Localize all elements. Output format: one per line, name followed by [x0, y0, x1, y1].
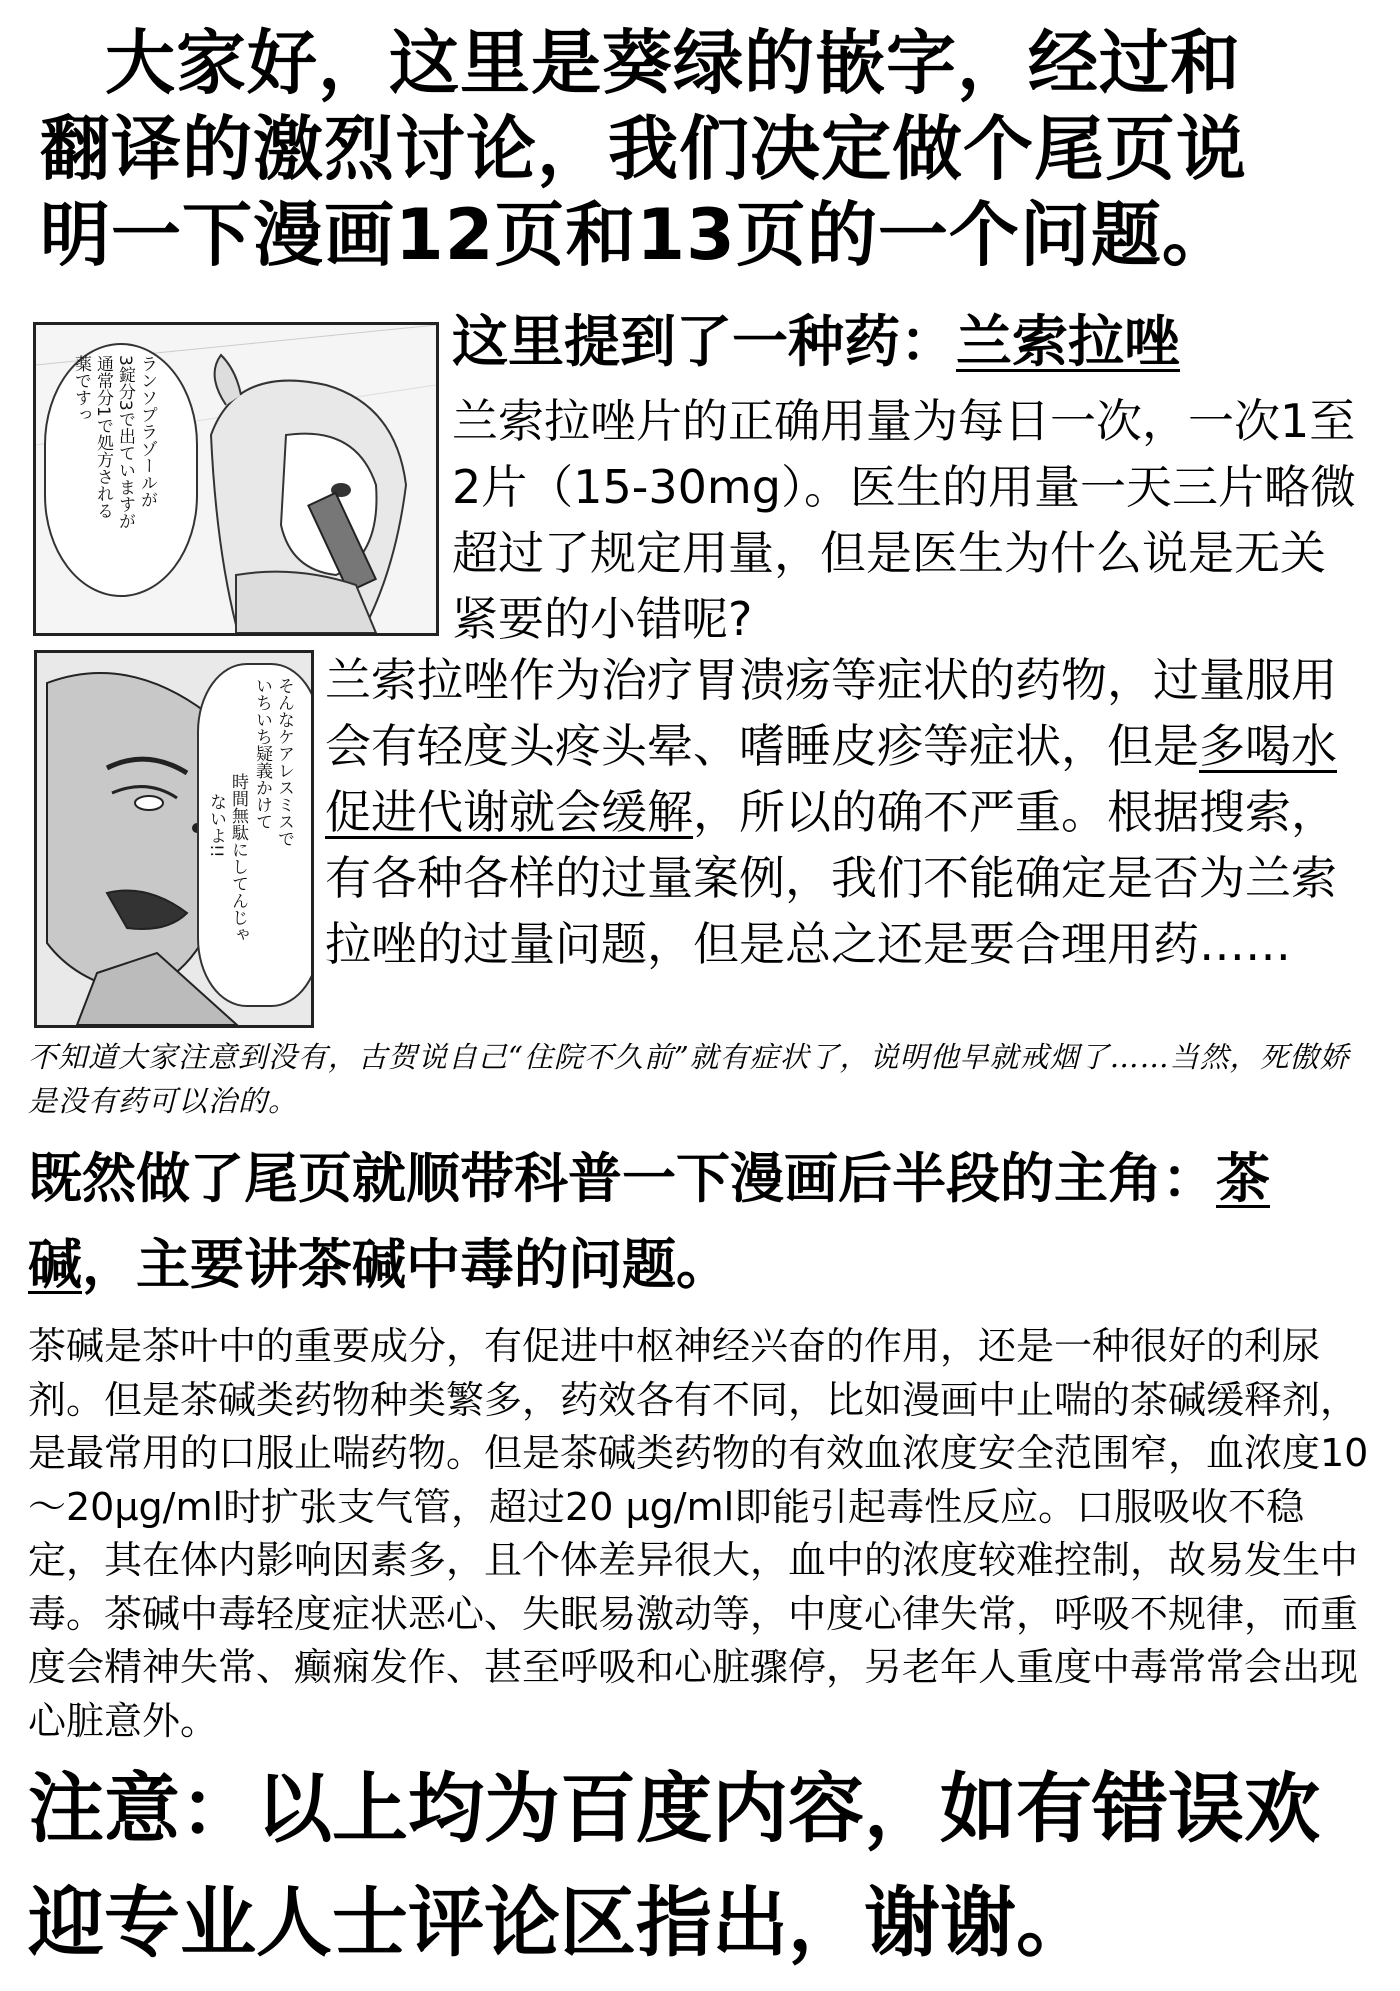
bubble-text-col-2: いちいち疑義かけて [252, 677, 272, 830]
theophylline-paragraph: 茶碱是茶叶中的重要成分，有促进中枢神经兴奋的作用，还是一种很好的利尿剂。但是茶碱类药物种类繁多，药效各有不同，比如漫画中止喘的茶碱缓释剂，是最常用的口服止喘药物。但是茶碱类药物的有效血浓度安全范围窄，血浓度10～20μg/ml时扩张支气管，超过20 μg/ml即能引起毒性反应。口服吸收不稳定，其在体内影响因素多，且个体差异很大，血中的浓度较难控制，故易发生中毒。茶碱中毒轻度症状恶心、失眠易激动等，中度心律失常，呼吸不规律，而重度会精神失常、癫痫发作、甚至呼吸和心脏骤停，另老年人重度中毒常常会出现心脏意外。 [28, 1324, 1369, 1743]
bubble-text-col-2: 3錠分3で出ていますが [115, 355, 135, 530]
title-line-1: 大家好，这里是葵绿的嵌字，经过和 [105, 22, 1241, 104]
theophylline-heading-text-2: ，主要讲茶碱中毒的问题。 [82, 1233, 730, 1296]
bubble-text-col-4: ないよ!! [206, 793, 226, 858]
overdose-underlined-text: 多喝水促进代谢就会缓解 [325, 719, 1337, 839]
side-note: 不知道大家注意到没有，古贺说自己“住院不久前”就有症状了，说明他早就戒烟了……当然，死傲娇是没有药可以治的。 [28, 1040, 1350, 1118]
theophylline-heading-text-1: 既然做了尾页就顺带科普一下漫画后半段的主角： [28, 1147, 1216, 1210]
drug-name: 兰索拉唑 [956, 310, 1180, 375]
drug-heading-prefix: 这里提到了一种药： [452, 310, 956, 375]
final-notice: 注意：以上均为百度内容，如有错误欢迎专业人士评论区指出，谢谢。 [28, 1764, 1320, 1967]
drug-heading [452, 308, 1372, 378]
bubble-text-col-3: 時間無駄にしてんじゃ [228, 773, 248, 943]
bubble-text-col-1: そんなケアレスミスで [274, 677, 294, 847]
bubble-text-col-1: ランソプラゾールが [137, 355, 157, 508]
overdose-text-1: 兰索拉唑作为治疗胃溃疡等症状的药物，过量服用会有轻度头疼头晕、嗜睡皮疹等症状，但是 [325, 653, 1337, 773]
bubble-text-col-3: 通常分1で処方される [93, 355, 113, 519]
bubble-text-col-4: 薬ですっ [71, 355, 91, 423]
dosage-paragraph: 兰索拉唑片的正确用量为每日一次，一次1至2片（15-30mg）。医生的用量一天三片略微超过了规定用量，但是医生为什么说是无关紧要的小错呢? [452, 394, 1356, 646]
overdose-paragraph [325, 647, 1380, 977]
manga-panel-pharmacist [33, 322, 439, 636]
title-line-2: 翻译的激烈讨论，我们决定做个尾页说 [40, 108, 1247, 190]
overdose-text-2: ，所以的确不严重。根据搜索，有各种各样的过量案例，我们不能确定是否为兰索拉唑的过量问题，但是总之还是要合理用药…… [325, 785, 1337, 971]
page-title [40, 20, 1370, 278]
manga-panel-doctor [34, 650, 314, 1028]
theophylline-heading [28, 1136, 1373, 1308]
theophylline-name: 茶碱 [28, 1147, 1270, 1296]
title-line-3: 明一下漫画12页和13页的一个问题。 [40, 194, 1233, 276]
